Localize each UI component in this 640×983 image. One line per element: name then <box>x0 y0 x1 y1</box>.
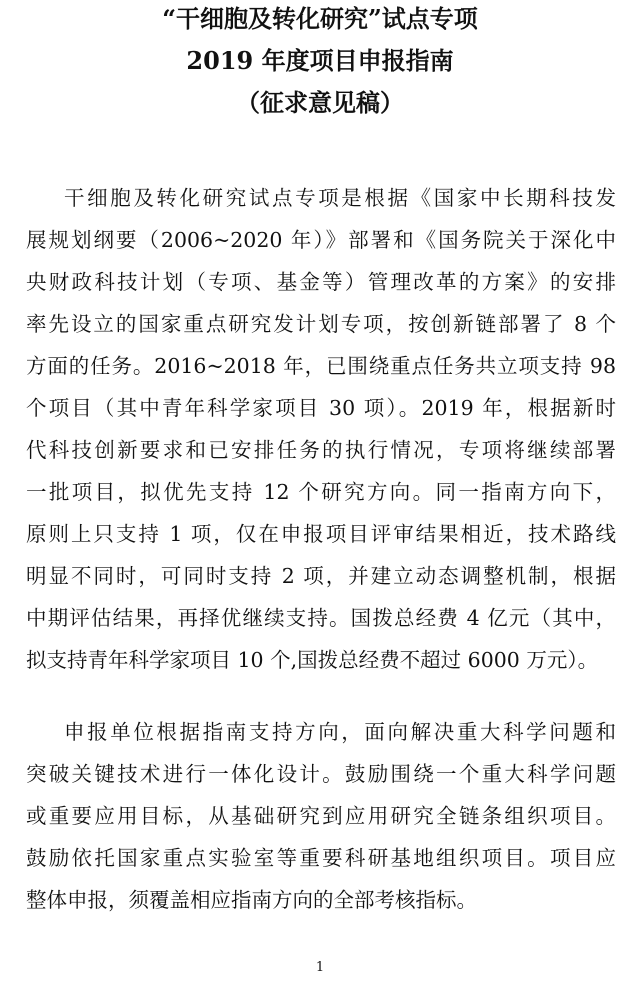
paragraph-1-line: 方面的任务。2016~2018 年，已围绕重点任务共立项支持 98 <box>26 354 616 378</box>
paragraph-2-line: 突破关键技术进行一体化设计。鼓励围绕一个重大科学问题 <box>26 762 616 786</box>
paragraph-1-line: 率先设立的国家重点研究发计划专项，按创新链部署了 8 个 <box>26 312 616 336</box>
paragraph-1-line: 央财政科技计划（专项、基金等）管理改革的方案》的安排 <box>26 270 616 294</box>
paragraph-1-line: 个项目（其中青年科学家项目 30 项）。2019 年，根据新时 <box>26 396 616 420</box>
document-title-line-1: “干细胞及转化研究”试点专项 <box>162 4 478 33</box>
paragraph-1-line: 一批项目，拟优先支持 12 个研究方向。同一指南方向下， <box>26 480 616 504</box>
paragraph-2-line: 或重要应用目标，从基础研究到应用研究全链条组织项目。 <box>26 804 616 828</box>
paragraph-2-line: 申报单位根据指南支持方向，面向解决重大科学问题和 <box>64 720 616 744</box>
document-title-line-2: 2019 年度项目申报指南 <box>186 46 454 75</box>
paragraph-1-line: 代科技创新要求和已安排任务的执行情况，专项将继续部署 <box>26 438 616 462</box>
document-subtitle: （征求意见稿） <box>236 88 404 117</box>
paragraph-1-line: 原则上只支持 1 项，仅在申报项目评审结果相近，技术路线 <box>26 522 616 546</box>
page-number: 1 <box>315 960 325 975</box>
paragraph-1-line: 拟支持青年科学家项目 10 个,国拨总经费不超过 6000 万元）。 <box>26 648 599 672</box>
paragraph-1-line: 展规划纲要（2006~2020 年）》部署和《国务院关于深化中 <box>26 228 616 252</box>
paragraph-1-line: 干细胞及转化研究试点专项是根据《国家中长期科技发 <box>64 186 616 210</box>
paragraph-1-line: 明显不同时，可同时支持 2 项，并建立动态调整机制，根据 <box>26 564 616 588</box>
paragraph-2-line: 整体申报，须覆盖相应指南方向的全部考核指标。 <box>26 888 477 912</box>
paragraph-2-line: 鼓励依托国家重点实验室等重要科研基地组织项目。项目应 <box>26 846 616 870</box>
paragraph-1-line: 中期评估结果，再择优继续支持。国拨总经费 4 亿元（其中， <box>26 606 616 630</box>
